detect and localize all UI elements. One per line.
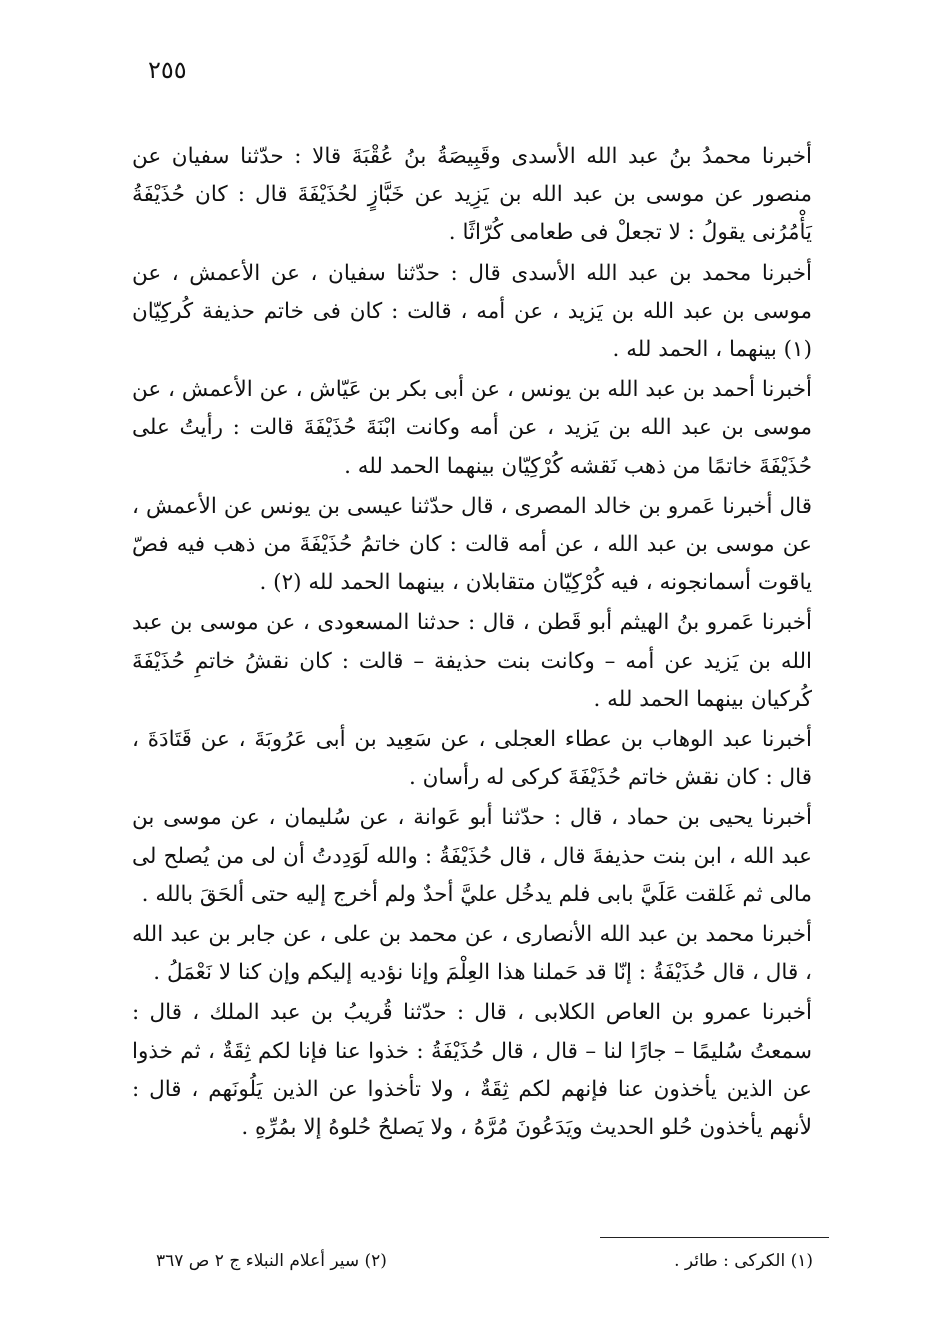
footnote-2: (٢) سير أعلام النبلاء ج ٢ ص ٣٦٧: [156, 1251, 387, 1271]
paragraph-9: أخبرنا عمرو بن العاص الكلابى ، قال : حدّثنا قُريبُ بن عبد الملك ، قال : سمعتُ سُليمًا – جارًا لنا – قال ، قال حُذَيْفَةُ : خذوا عنا فإنا لكم ثِقَةٌ ، ثم خذوا عن الذين يأخذون عنا فإنهم لكم ثِقَةٌ ، ولا تأخذوا عن الذين يَلُونَهم ، قال : لأنهم يأخذون حُلو الحديث ويَدَعُونَ مُرَّهُ ، ولا يَصلحُ حُلوهُ إلا بمُرِّهِ .: [132, 1000, 812, 1141]
paragraph-8: أخبرنا محمد بن عبد الله الأنصارى ، عن محمد بن على ، عن جابر بن عبد الله ، قال ، قال حُذَيْفَةُ : إنّا قد حَملنا هذا العِلْمَ وإنا نؤديه إليكم وإن كنا لا نَعْمَلُ .: [132, 922, 812, 986]
paragraph-1: أخبرنا محمدُ بنُ عبد الله الأسدى وقَبِيصَةُ بنُ عُقْبَةَ قالا : حدّثنا سفيان عن منصور عن موسى بن عبد الله بن يَزِيد عن خَبَّازٍ لحُذَيْفَةَ قال : كان حُذَيْفَةُ يَأْمُرُنى يقولُ : لا تجعلْ فى طعامى كُرّاثًا .: [132, 144, 812, 246]
paragraph-7: أخبرنا يحيى بن حماد ، قال : حدّثنا أبو عَوانة ، عن سُليمان ، عن موسى بن عبد الله ، ابن بنت حذيفةَ قال ، قال حُذَيْفَةُ : والله لَوَدِدتُ أن لى من يُصلح لى مالى ثم غَلقت عَلَيَّ بابى فلم يدخُل عليَّ أحدٌ ولم أخرج إليه حتى ألحَقَ بالله .: [132, 805, 812, 907]
paragraph-2: أخبرنا محمد بن عبد الله الأسدى قال : حدّثنا سفيان ، عن الأعمش ، عن موسى بن عبد الله بن يَزيد ، عن أمه ، قالت : كان فى خاتم حذيفة كُركِيّان (١) بينهما ، الحمد لله .: [132, 260, 812, 363]
paragraph-5: أخبرنا عَمرو بنُ الهيثم أبو قَطن ، قال : حدثنا المسعودى ، عن موسى بن عبد الله بن يَزيد عن أمه – وكانت بنت حذيفة – قالت : كان نقشُ خاتمِ حُذَيْفَةَ كُركيان بينهما الحمد لله .: [132, 610, 812, 712]
footnote-1: (١) الكركى : طائر .: [674, 1251, 813, 1271]
main-text: [132, 138, 812, 1149]
paragraph-6: أخبرنا عبد الوهاب بن عطاء العجلى ، عن سَعِيد بن أبى عَرُوبَةَ ، عن قَتَادَةَ ، قال : كان نقش خاتم حُذَيْفَةَ كركى له رأسان .: [132, 727, 812, 791]
paragraph-3: أخبرنا أحمد بن عبد الله بن يونس ، عن أبى بكر بن عَيّاش ، عن الأعمش ، عن موسى بن عبد الله بن يَزيد ، عن أمه وكانت ابْنَةَ حُذَيْفَةَ قالت : رأيتُ على حُذَيْفَةَ خاتمًا من ذهب نَقشه كُرْكِيّان بينهما الحمد لله .: [132, 377, 812, 479]
paragraph-4: قال أخبرنا عَمرو بن خالد المصرى ، قال حدّثنا عيسى بن يونس عن الأعمش ، عن موسى بن عبد الله ، عن أمه قالت : كان خاتمُ حُذَيْفَةَ من ذهب فيه فصّ ياقوت أسمانجونه ، فيه كُرْكِيّان متقابلان ، بينهما الحمد لله (٢) .: [132, 493, 812, 596]
page-number: ٢٥٥: [148, 56, 187, 84]
footnote-divider: [600, 1237, 829, 1238]
